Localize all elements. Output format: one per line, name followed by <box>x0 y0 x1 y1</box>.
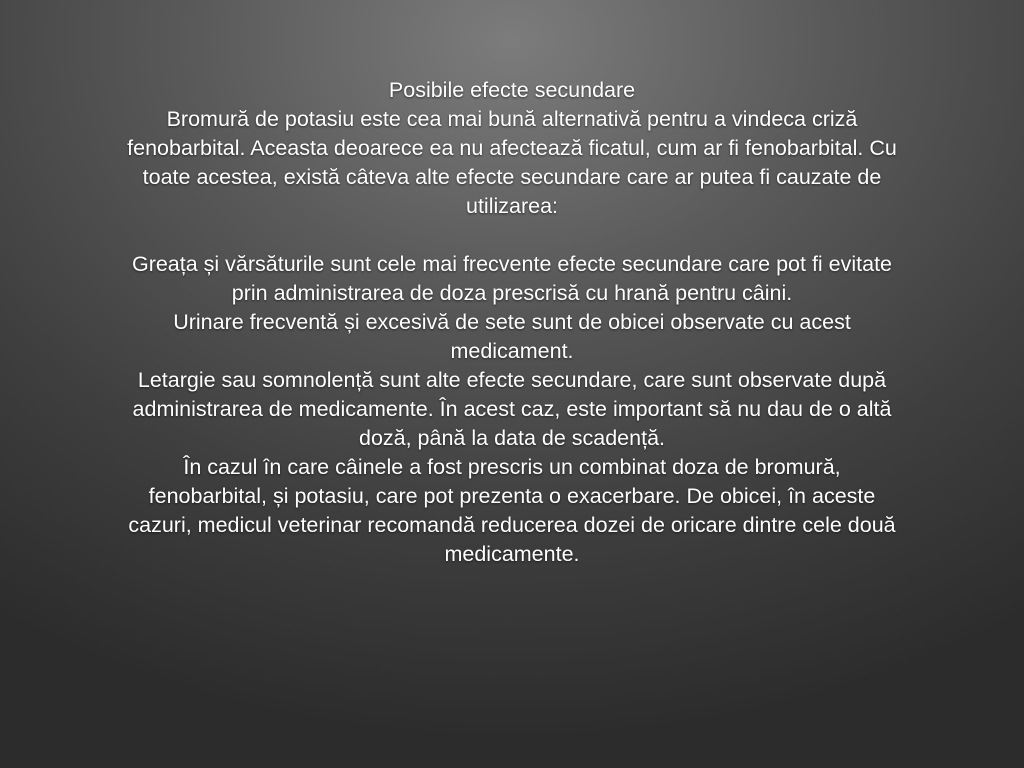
intro-line-2: fenobarbital. Aceasta deoarece ea nu afectează ficatul, cum ar fi fenobarbital. Cu <box>127 136 897 160</box>
combination-line-1: În cazul în care câinele a fost prescris un combinat doza de bromură, <box>183 455 841 479</box>
urination-line-1: Urinare frecventă și excesivă de sete sunt de obicei observate cu acest <box>173 310 851 334</box>
nausea-line-1: Greața și vărsăturile sunt cele mai frecvente efecte secundare care pot fi evitate <box>131 252 893 276</box>
slide-body-text <box>30 76 994 569</box>
nausea-line-2: prin administrarea de doza prescrisă cu hrană pentru câini. <box>231 281 793 305</box>
paragraph-gap <box>30 221 994 250</box>
combination-line-2: fenobarbital, și potasiu, care pot prezenta o exacerbare. De obicei, în aceste <box>148 484 876 508</box>
combination-line-4: medicamente. <box>444 542 580 566</box>
lethargy-line-3: doză, până la data de scadență. <box>358 426 666 450</box>
intro-line-3: toate acestea, există câteva alte efecte secundare care ar putea fi cauzate de <box>142 165 882 189</box>
lethargy-line-2: administrarea de medicamente. În acest caz, este important să nu dau de o altă <box>132 397 892 421</box>
intro-line-4: utilizarea: <box>465 194 558 218</box>
urination-line-2: medicament. <box>450 339 574 363</box>
lethargy-line-1: Letargie sau somnolență sunt alte efecte secundare, care sunt observate după <box>137 368 887 392</box>
combination-line-3: cazuri, medicul veterinar recomandă reducerea dozei de oricare dintre cele două <box>128 513 896 537</box>
slide-title: Posibile efecte secundare <box>388 78 636 102</box>
intro-line-1: Bromură de potasiu este cea mai bună alternativă pentru a vindeca criză <box>166 107 858 131</box>
